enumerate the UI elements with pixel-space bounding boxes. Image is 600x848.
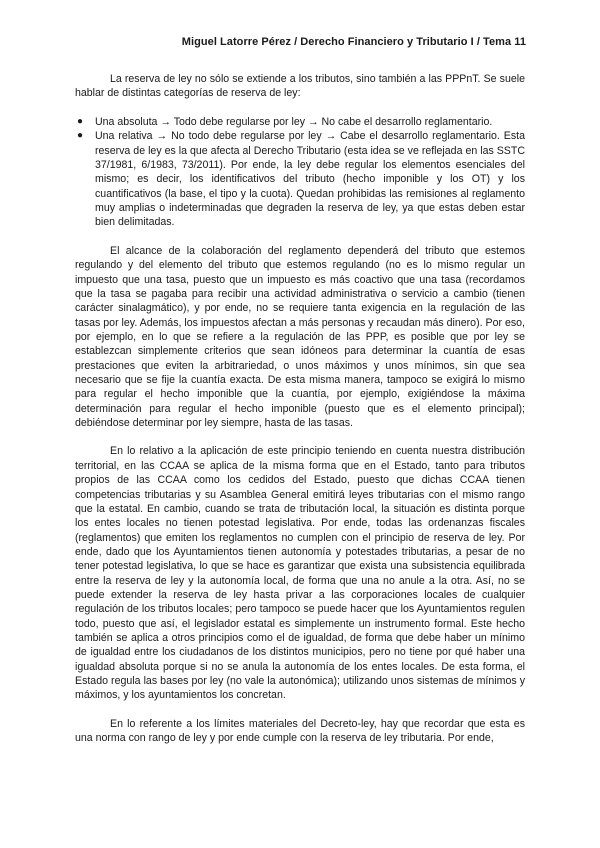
intro-paragraph: La reserva de ley no sólo se extiende a los tributos, sino también a las PPPnT. Se suele hablar de distintas categorías de reserva de ley: bbox=[75, 73, 525, 100]
body-paragraph: El alcance de la colaboración del reglamento dependerá del tributo que estemos regulando y del elemento del tributo que estemos regulando (no es lo mismo regular un impuesto que una tasa, puesto que un impuesto es más coactivo que una tasa (recordamos que la tasa se pagaba para recibir una actividad administrativa o servicio a cambio (tienen carácter sinalagmático), y por ende, no se requiere tanta exigencia en la regulación de las tasas por ley. Además, los impuestos afectan a más personas y recaudan más dinero). Por eso, por ejemplo, en lo que se refiere a la regulación de las PPP, es posible que por ley se establezcan simplemente criterios que sean idóneos para determinar la cuantía de esas prestaciones que eviten la arbitrariedad, o unos máximos y unos mínimos, sin que sea necesario que se fije la cuantía exacta. De esta misma manera, tampoco se exigirá lo mismo para regular el hecho imponible que la cuantía, por ejemplo, exigiéndose la máxima determinación para regular el hecho imponible (puesto que es el elemento principal); debiéndose determinar por ley siempre, hasta de las tasas. bbox=[75, 244, 525, 429]
bullet-icon: ● bbox=[77, 115, 84, 127]
list-item bbox=[75, 115, 525, 129]
body-paragraph: En lo relativo a la aplicación de este principio teniendo en cuenta nuestra distribución territorial, en las CCAA se aplica de la misma forma que en el Estado, tanto para tributos propios de las CCAA como los cedidos del Estado, puesto que dichas CCAA tienen competencias tributarias y su Asamblea General emitirá leyes tributarias con el mismo rango que la estatal. En cambio, cuando se trata de tributación local, la situación es distinta porque los entes locales no tienen potestad legislativa. Por ende, todas las ordenanzas fiscales (reglamentos) que emiten los reglamentos no cumplen con el principio de reserva de ley. Por ende, dado que los Ayuntamientos tienen autonomía y potestades tributarias, a pesar de no tener potestad legislativa, lo que se hace es garantizar que exista una subsistencia equilibrada entre la reserva de ley y la autonomía local, de forma que una no anule a la otra. Así, no se puede extender la reserva de ley hasta privar a las corporaciones locales de cualquier regulación de los tributos locales; pero tampoco se puede hacer que los Ayuntamientos regulen todo, puesto que así, el legislador estatal es simplemente un instrumento formal. Este hecho también se aplica a otros principios como el de igualdad, de forma que debe haber un mínimo de igualdad entre los ciudadanos de los distintos municipios, pero no tiene por qué haber una igualdad absoluta porque si no se anula la autonomía de los entes locales. De esta forma, el Estado regula las bases por ley (no vale la autonómica); utilizando unos sistemas de mínimos y máximos, y los ayuntamientos los concretan. bbox=[75, 445, 525, 702]
reserva-categories-list bbox=[75, 115, 525, 230]
list-item-text: Una relativa → No todo debe regularse por ley → Cabe el desarrollo reglamentario. Esta reserva de ley es la que afecta al Derecho Tributario (esta idea se ve reflejada en las SSTC 37/1981, 6/1983, 73/2011). Por ende, la ley debe regular los elementos esenciales del mismo; es decir, los identificativos del tributo (hecho imponible y los OT) y los cuantificativos (la base, el tipo y la cuota). Quedan prohibidas las remisiones al reglamento muy amplias o indeterminadas que degraden la reserva de ley, ya que estas deben estar bien delimitadas. bbox=[95, 130, 525, 229]
page-header: Miguel Latorre Pérez / Derecho Financiero y Tributario I / Tema 11 bbox=[181, 36, 526, 48]
body-paragraph: En lo referente a los límites materiales del Decreto-ley, hay que recordar que esta es una norma con rango de ley y por ende cumple con la reserva de ley tributaria. Por ende, bbox=[75, 717, 525, 745]
bullet-icon: ● bbox=[77, 130, 84, 142]
list-item-text: Una absoluta → Todo debe regularse por ley → No cabe el desarrollo reglamentario. bbox=[95, 115, 493, 128]
list-item bbox=[75, 129, 525, 229]
document-body bbox=[75, 72, 525, 760]
